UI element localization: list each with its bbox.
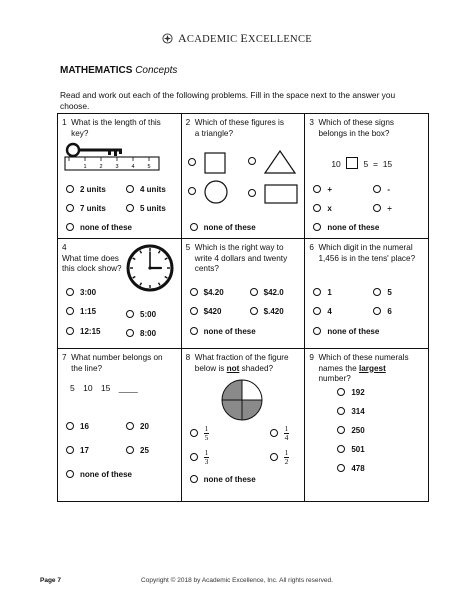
question-grid	[57, 113, 429, 502]
answer-option[interactable]: none of these	[190, 475, 256, 484]
question-2	[181, 114, 305, 239]
answer-option[interactable]: 314	[337, 407, 364, 416]
square-shape-icon	[204, 152, 226, 174]
brand-letter-a: A	[177, 31, 187, 45]
answer-bubble[interactable]	[337, 388, 345, 396]
answer-bubble[interactable]	[373, 204, 381, 212]
answer-option[interactable]: ÷	[373, 204, 391, 213]
answer-option[interactable]: 3:00	[66, 288, 96, 297]
ruler-tick-label: 1	[83, 164, 87, 170]
answer-option[interactable]: 4 units	[126, 185, 166, 194]
answer-option[interactable]	[190, 449, 210, 466]
answer-bubble[interactable]	[66, 185, 74, 193]
answer-bubble[interactable]	[190, 453, 198, 461]
question-4	[58, 239, 182, 349]
answer-option[interactable]: 4	[313, 307, 331, 316]
answer-bubble[interactable]	[337, 426, 345, 434]
answer-box	[346, 157, 358, 169]
answer-option[interactable]: 192	[337, 388, 364, 397]
answer-option[interactable]	[270, 449, 290, 466]
question-7	[58, 349, 182, 502]
ruler	[65, 157, 159, 170]
answer-bubble[interactable]	[190, 223, 198, 231]
pie-slice-shaded	[222, 380, 242, 400]
answer-bubble[interactable]	[126, 329, 134, 337]
answer-bubble[interactable]	[66, 327, 74, 335]
answer-bubble[interactable]	[66, 288, 74, 296]
answer-option[interactable]: 2 units	[66, 185, 106, 194]
answer-bubble[interactable]	[66, 446, 74, 454]
answer-option[interactable]: -	[373, 185, 390, 194]
equation: 10 5 = 15	[331, 159, 393, 169]
answer-option[interactable]: 25	[126, 446, 149, 455]
answer-bubble[interactable]	[126, 310, 134, 318]
logo-icon	[162, 33, 173, 44]
page-number: Page 7	[40, 577, 61, 584]
answer-option[interactable]: 5 units	[126, 204, 166, 213]
question-4-prompt: 4 What time does this clock show?	[62, 243, 122, 274]
answer-option[interactable]: 250	[337, 426, 364, 435]
answer-option[interactable]: 6	[373, 307, 391, 316]
answer-bubble[interactable]	[250, 307, 258, 315]
brand-word-2: XCELLENCE	[248, 34, 312, 45]
answer-option[interactable]: 5	[373, 288, 391, 297]
rectangle-shape-icon	[264, 184, 298, 204]
answer-option[interactable]: none of these	[190, 327, 256, 336]
question-2-prompt: 2 Which of these figures is a triangle?	[185, 118, 284, 138]
question-6-prompt: 6 Which digit in the numeral 1,456 is in the tens' place?	[309, 243, 416, 263]
answer-bubble[interactable]	[313, 204, 321, 212]
answer-option[interactable]: +	[313, 185, 332, 194]
answer-bubble[interactable]	[190, 288, 198, 296]
answer-option-circle[interactable]	[188, 180, 228, 204]
answer-option[interactable]: none of these	[66, 223, 132, 232]
fraction-pie-figure	[220, 378, 264, 422]
ruler-tick-label: 2	[99, 164, 103, 170]
clock-icon	[126, 244, 174, 292]
answer-option[interactable]: $4.20	[190, 288, 224, 297]
answer-option[interactable]: 16	[66, 422, 89, 431]
answer-option[interactable]: 12:15	[66, 327, 100, 336]
answer-bubble[interactable]	[248, 189, 256, 197]
answer-bubble[interactable]	[190, 475, 198, 483]
question-3-prompt: 3 Which of these signs belongs in the box?	[309, 118, 394, 138]
number-sequence: 5 10 15 ____	[70, 383, 138, 393]
answer-option[interactable]: none of these	[313, 223, 379, 232]
pie-slice-shaded	[242, 400, 262, 420]
answer-bubble[interactable]	[188, 187, 196, 195]
pie-slice-shaded	[222, 400, 242, 420]
key-icon	[67, 144, 122, 156]
answer-bubble[interactable]	[337, 464, 345, 472]
answer-option[interactable]	[270, 425, 290, 442]
answer-option[interactable]: x	[313, 204, 331, 213]
answer-option[interactable]: 8:00	[126, 329, 156, 338]
answer-bubble[interactable]	[313, 307, 321, 315]
answer-bubble[interactable]	[373, 307, 381, 315]
question-9-prompt: 9 Which of these numerals names the largest number?	[309, 353, 409, 384]
brand-word-1: CADEMIC	[186, 34, 241, 45]
answer-bubble[interactable]	[337, 445, 345, 453]
brand-letter-e: E	[240, 31, 249, 45]
answer-option[interactable]: 1	[313, 288, 331, 297]
question-8	[181, 349, 305, 502]
answer-bubble[interactable]	[337, 407, 345, 415]
answer-option[interactable]: 1:15	[66, 307, 96, 316]
answer-bubble[interactable]	[126, 185, 134, 193]
ruler-tick-label: 3	[115, 164, 119, 170]
answer-option[interactable]: 478	[337, 464, 364, 473]
answer-option[interactable]: $420	[190, 307, 222, 316]
answer-bubble[interactable]	[126, 422, 134, 430]
answer-bubble[interactable]	[66, 223, 74, 231]
answer-option-square[interactable]	[188, 152, 226, 174]
triangle-shape-icon	[264, 150, 296, 174]
answer-option[interactable]: none of these	[66, 470, 132, 479]
question-8-prompt: 8 What fraction of the figure below is not shaded?	[185, 353, 289, 373]
fraction-label: $\frac{1}{4}$	[284, 424, 289, 442]
answer-option[interactable]: $42.0	[250, 288, 284, 297]
answer-bubble[interactable]	[126, 446, 134, 454]
answer-option[interactable]: 5:00	[126, 310, 156, 319]
fraction-label: $\frac{1}{5}$	[204, 424, 209, 442]
answer-bubble[interactable]	[270, 429, 278, 437]
answer-option[interactable]: 7 units	[66, 204, 106, 213]
question-9	[305, 349, 429, 502]
answer-bubble[interactable]	[270, 453, 278, 461]
fraction-label: $\frac{1}{2}$	[284, 448, 289, 466]
fraction-label: $\frac{1}{3}$	[204, 448, 209, 466]
answer-bubble[interactable]	[313, 185, 321, 193]
answer-bubble[interactable]	[188, 158, 196, 166]
answer-option[interactable]: 17	[66, 446, 89, 455]
question-1-prompt: 1 What is the length of this key?	[62, 118, 161, 138]
instructions: Read and work out each of the following problems. Fill in the space next to the answer you choose.	[60, 90, 396, 111]
ruler-tick-label: 5	[147, 164, 151, 170]
answer-bubble[interactable]	[313, 223, 321, 231]
answer-option[interactable]: 20	[126, 422, 149, 431]
circle-shape-icon	[204, 180, 228, 204]
ruler-tick-label: 4	[131, 164, 135, 170]
answer-bubble[interactable]	[313, 288, 321, 296]
answer-bubble[interactable]	[190, 327, 198, 335]
answer-option[interactable]	[190, 425, 210, 442]
answer-bubble[interactable]	[66, 470, 74, 478]
answer-bubble[interactable]	[313, 327, 321, 335]
answer-bubble[interactable]	[66, 422, 74, 430]
pie-slice-unshaded	[242, 380, 262, 400]
question-6	[305, 239, 429, 349]
question-7-prompt: 7 What number belongs on the line?	[62, 353, 163, 373]
answer-option[interactable]: none of these	[190, 223, 256, 232]
answer-bubble[interactable]	[373, 185, 381, 193]
subject-label: MATHEMATICS	[60, 65, 133, 76]
answer-bubble[interactable]	[248, 157, 256, 165]
answer-bubble[interactable]	[190, 429, 198, 437]
question-5-prompt: 5 Which is the right way to write 4 dollars and twenty cents?	[185, 243, 288, 274]
answer-option[interactable]: none of these	[313, 327, 379, 336]
answer-bubble[interactable]	[126, 204, 134, 212]
answer-bubble[interactable]	[66, 307, 74, 315]
answer-option-rectangle[interactable]	[248, 184, 298, 204]
answer-bubble[interactable]	[66, 204, 74, 212]
answer-bubble[interactable]	[250, 288, 258, 296]
topic-label: Concepts	[135, 65, 178, 76]
answer-bubble[interactable]	[373, 288, 381, 296]
question-5	[181, 239, 305, 349]
question-1	[58, 114, 182, 239]
copyright: Copyright © 2018 by Academic Excellence, Inc. All rights reserved.	[141, 577, 333, 584]
brand-header	[0, 31, 474, 46]
answer-option[interactable]: 501	[337, 445, 364, 454]
section-title	[60, 65, 177, 76]
answer-bubble[interactable]	[190, 307, 198, 315]
answer-option[interactable]: $.420	[250, 307, 284, 316]
key-ruler-figure	[64, 141, 164, 173]
question-3	[305, 114, 429, 239]
answer-option-triangle[interactable]	[248, 150, 296, 174]
